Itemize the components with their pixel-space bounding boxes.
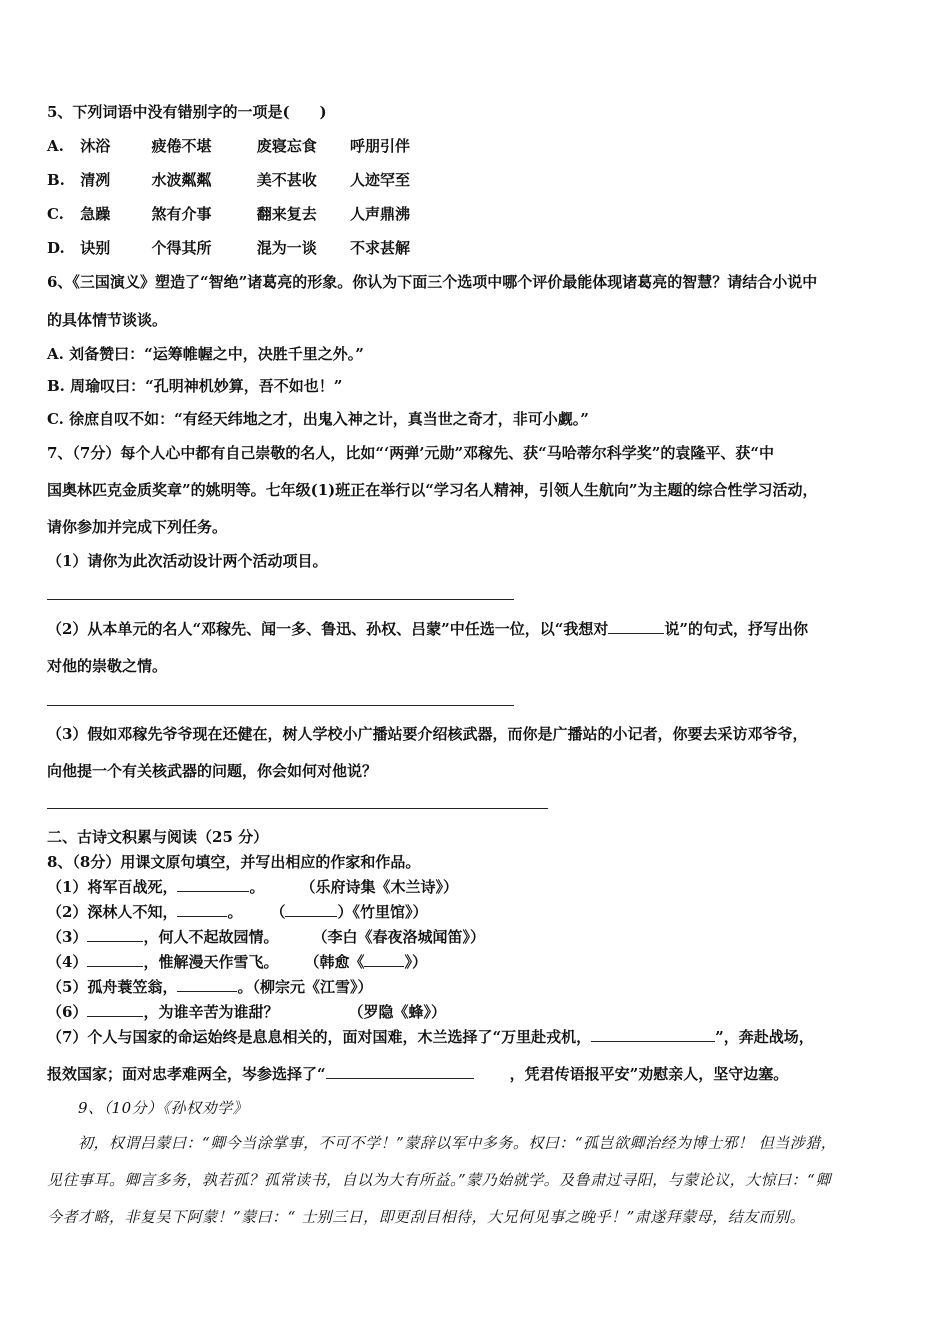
option-word: 水波粼粼 [151, 171, 212, 189]
poem-source: （罗隐《蜂》） [348, 1003, 446, 1021]
q7-task1: （1）请你为此次活动设计两个活动项目。 [47, 552, 328, 570]
option-word: 个得其所 [151, 239, 212, 257]
q8-line4 [47, 952, 427, 972]
poem-text: ，何人不起故园情。 [143, 928, 279, 946]
q7-task2-line1 [47, 619, 808, 639]
q7-stem-line3: 请你参加并完成下列任务。 [47, 518, 228, 536]
q7-task3-line2: 向他提一个有关核武器的问题，你会如何对他说？ [47, 762, 378, 780]
poem-source: （ [270, 903, 286, 921]
answer-line[interactable] [47, 705, 514, 706]
poem-text: ，为谁辛苦为谁甜？ [143, 1003, 279, 1021]
poem-text: （5）孤舟蓑笠翁， [47, 978, 178, 996]
poem-text: ，凭君传语报平安”劝慰亲人，坚守边塞。 [509, 1065, 789, 1083]
fill-blank[interactable] [87, 952, 143, 967]
q8-stem: 8、（8分）用课文原句填空，并写出相应的作家和作品。 [47, 853, 421, 871]
fill-blank[interactable] [87, 927, 143, 942]
q9-passage-line1: 初，权谓吕蒙曰：“卿今当涂掌事，不可不学！”蒙辞以军中多务。权曰：“孤岂欲卿治经为博士邪！ 但当涉猎， [78, 1134, 837, 1152]
option-word: 美不甚收 [256, 171, 317, 189]
poem-text: 报效国家；面对忠孝难两全，岑参选择了“ [47, 1065, 326, 1083]
poem-source: 。（柳宗元《江雪》） [237, 978, 373, 996]
fill-blank[interactable] [364, 952, 404, 967]
fill-blank[interactable] [177, 902, 227, 917]
q8-line6 [47, 1002, 446, 1022]
q7-stem-line1: 7、（7分）每个人心中都有自己崇敬的名人，比如“‘两弹’元勋”邓稼先、获“马哈蒂尔科学奖”的袁隆平、获“中 [47, 444, 774, 462]
option-word: 不求甚解 [349, 239, 410, 257]
poem-text: （4） [47, 953, 88, 971]
option-key: A. [47, 137, 64, 155]
fill-blank[interactable] [608, 619, 664, 634]
fill-blank[interactable] [177, 977, 237, 992]
q6-option-b: B. 周瑜叹曰：“孔明神机妙算，吾不如也！” [47, 377, 343, 395]
q7-task2-text-a: （2）从本单元的名人“邓稼先、闻一多、鲁迅、孙权、吕蒙”中任选一位，以“我想对 [47, 620, 609, 638]
q9-title: 9、（10分）《孙权劝学》 [78, 1099, 249, 1117]
q8-line1 [47, 877, 458, 897]
fill-blank[interactable] [285, 902, 337, 917]
answer-line[interactable] [47, 599, 514, 600]
q6-option-c: C. 徐庶自叹不如：“有经天纬地之才，出鬼入神之计，真当世之奇才，非可小觑。” [47, 410, 589, 428]
poem-source: 》） [404, 953, 427, 971]
poem-source: （韩愈《 [304, 953, 365, 971]
option-key: B. [47, 171, 65, 189]
poem-text: （6） [47, 1003, 88, 1021]
answer-line[interactable] [47, 808, 548, 809]
section-title: 二、古诗文积累与阅读（25 分） [47, 828, 269, 846]
poem-text: （1）将军百战死， [47, 878, 178, 896]
fill-blank[interactable] [326, 1064, 474, 1079]
option-word: 清冽 [80, 171, 111, 189]
option-word: 急躁 [80, 205, 111, 223]
option-word: 沐浴 [80, 137, 111, 155]
option-word: 疲倦不堪 [151, 137, 212, 155]
q7-task2-line2: 对他的崇敬之情。 [47, 657, 168, 675]
poem-text: 。 [227, 903, 243, 921]
option-word: 废寝忘食 [256, 137, 317, 155]
poem-source: ）《竹里馆》） [337, 903, 428, 921]
option-word: 人迹罕至 [349, 171, 410, 189]
option-word: 混为一谈 [256, 239, 317, 257]
q8-line2 [47, 902, 428, 922]
fill-blank[interactable] [87, 1002, 143, 1017]
fill-blank[interactable] [177, 877, 249, 892]
option-word: 诀别 [80, 239, 111, 257]
poem-text: （3） [47, 928, 88, 946]
poem-source: （李白《春夜洛城闻笛》） [312, 928, 485, 946]
q7-task3-line1: （3）假如邓稼先爷爷现在还健在，树人学校小广播站要介绍核武器，而你是广播站的小记者，你要去采访邓爷爷， [47, 725, 808, 743]
q8-line7b [47, 1064, 788, 1084]
q9-passage-line2: 见往事耳。卿言多务，孰若孤？孤常读书，自以为大有所益。”蒙乃始就学。及鲁肃过寻阳，与蒙论议，大惊曰：“卿 [47, 1171, 831, 1189]
q8-line3 [47, 927, 485, 947]
q7-stem-line2: 国奥林匹克金质奖章”的姚明等。七年级(1)班正在举行以“学习名人精神，引领人生航向”为主题的综合性学习活动， [47, 481, 818, 499]
q5-option-d [47, 238, 410, 258]
poem-source: （乐府诗集《木兰诗》） [300, 878, 458, 896]
option-word: 翻来复去 [256, 205, 317, 223]
option-key: D. [47, 239, 65, 257]
q5-stem: 5、下列词语中没有错别字的一项是( ) [47, 103, 327, 121]
option-word: 煞有介事 [151, 205, 212, 223]
q6-stem-line1: 6、《三国演义》塑造了“智绝”诸葛亮的形象。你认为下面三个选项中哪个评价最能体现诸葛亮的智慧？请结合小说中 [47, 273, 818, 291]
poem-text: （7）个人与国家的命运始终是息息相关的，面对国难，木兰选择了“万里赴戎机， [47, 1028, 592, 1046]
poem-text: 。 [249, 878, 265, 896]
q5-option-b [47, 170, 410, 190]
q9-passage-line3: 今者才略，非复吴下阿蒙！”蒙曰：“ 士别三日，即更刮目相待，大兄何见事之晚乎！”肃遂拜蒙母，结友而别。 [47, 1208, 806, 1226]
poem-text: ，惟解漫天作雪飞。 [143, 953, 279, 971]
option-word: 呼朋引伴 [349, 137, 410, 155]
q8-line5 [47, 977, 372, 997]
poem-text: （2）深林人不知， [47, 903, 178, 921]
option-key: C. [47, 205, 64, 223]
fill-blank[interactable] [591, 1027, 715, 1042]
q6-option-a: A. 刘备赞曰：“运筹帷幄之中，决胜千里之外。” [47, 345, 364, 363]
q5-option-c [47, 204, 410, 224]
q8-line7a [47, 1027, 814, 1047]
q6-stem-line2: 的具体情节谈谈。 [47, 311, 168, 329]
q7-task2-text-b: 说”的句式，抒写出你 [664, 620, 808, 638]
q5-option-a [47, 136, 410, 156]
poem-text: ”，奔赴战场， [715, 1028, 814, 1046]
option-word: 人声鼎沸 [349, 205, 410, 223]
